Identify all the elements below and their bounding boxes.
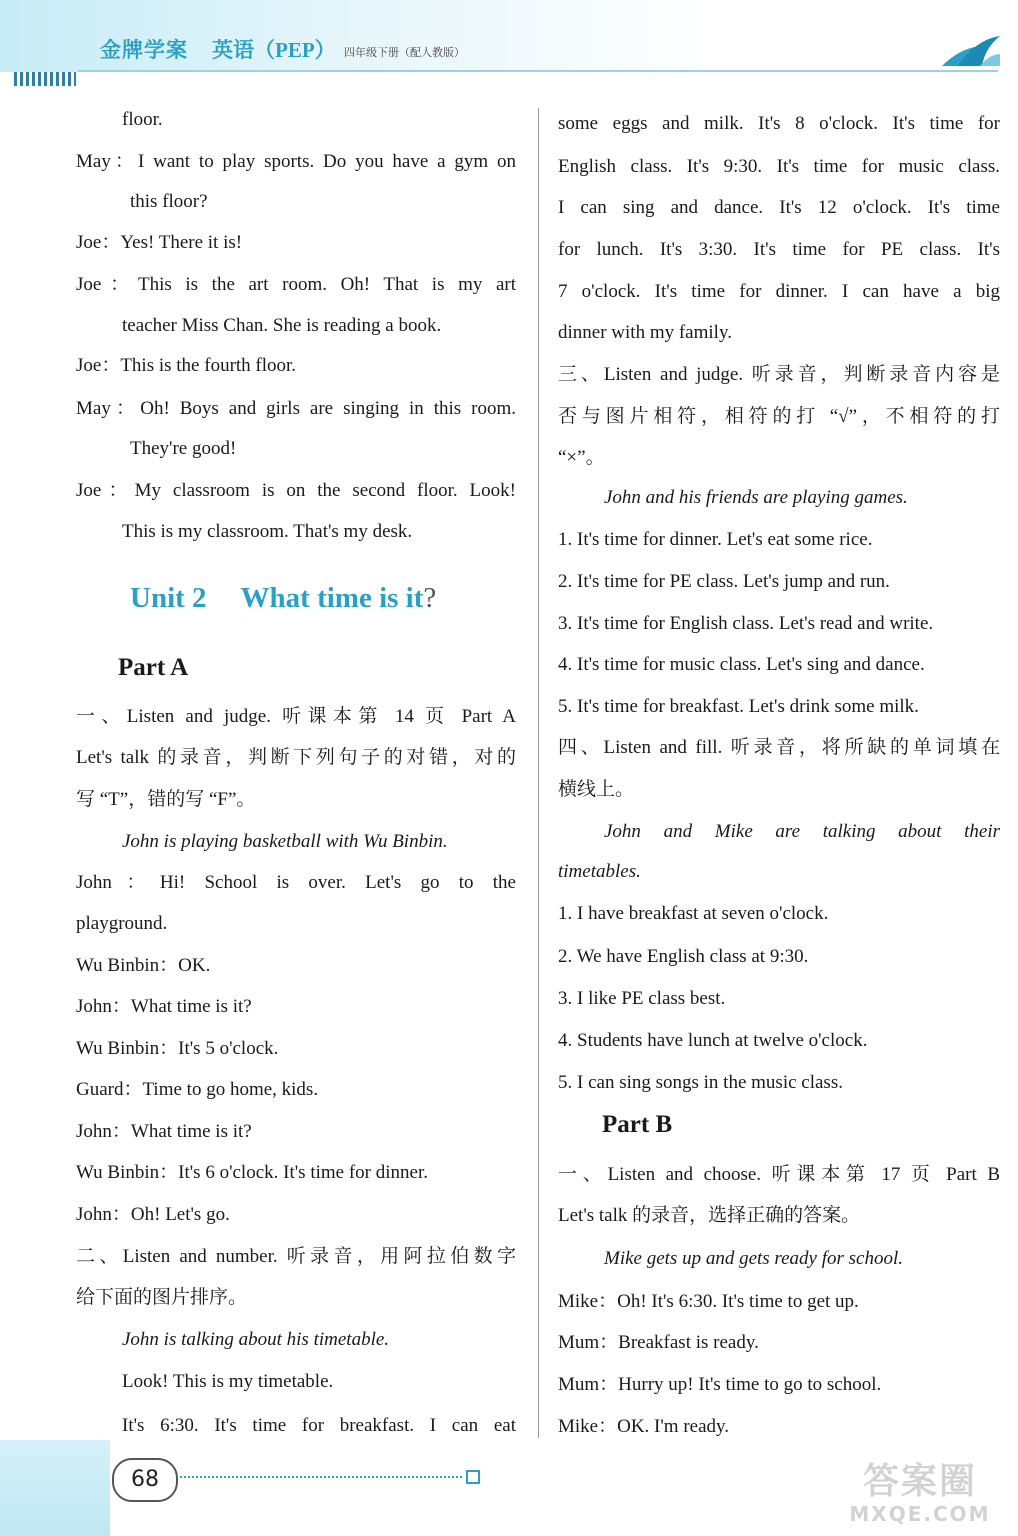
scenario-line: John is talking about his timetable. [122,1329,390,1350]
watermark-logo-text: 答案圈 [862,1461,977,1502]
exercise-instruction: 给下面的图片排序。 [76,1287,248,1308]
exercise-instruction: 四、Listen and fill. 听录音，将所缺的单词填在 [558,737,1000,758]
passage-line: dinner with my family. [558,322,732,343]
part-b-heading: Part B [602,1111,673,1138]
dialogue-line: May：I want to play sports. Do you have a gym on [76,151,516,172]
scenario-line: Mike gets up and gets ready for school. [604,1248,904,1269]
subject-title: 英语（PEP） [212,38,336,62]
exercise-instruction: 横线上。 [558,779,635,800]
unit-question-mark: ? [423,582,437,614]
corner-decoration [0,1440,110,1536]
part-a-heading: Part A [118,654,189,681]
dialogue-line: Wu Binbin：OK. [76,955,211,976]
dialogue-line: Mike：OK. I'm ready. [558,1416,730,1437]
exercise-instruction: Let's talk 的录音，选择正确的答案。 [558,1205,861,1226]
page-number: 68 [112,1458,178,1502]
scenario-line: John and Mike are talking about their [604,821,1000,842]
dialogue-line: Joe：This is the fourth floor. [76,355,297,376]
text-line: floor. [122,109,163,130]
passage-line: some eggs and milk. It's 8 o'clock. It's time for [558,113,1000,134]
watermark-url: MXQE.COM [849,1502,991,1526]
exercise-instruction: 三、Listen and judge. 听录音，判断录音内容是 [558,364,1000,385]
dialogue-line: Mum：Hurry up! It's time to go to school. [558,1374,882,1395]
unit-number: Unit 2 [130,582,207,614]
dialogue-line: John：Oh! Let's go. [76,1204,230,1225]
header-rule [78,70,998,72]
scenario-line: John and his friends are playing games. [604,487,908,508]
page-leader-dots [180,1476,462,1478]
dialogue-line: Guard：Time to go home, kids. [76,1079,319,1100]
dialogue-line: Joe：This is the art room. Oh! That is my art [76,274,516,295]
square-icon [466,1470,480,1484]
book-series-title: 金牌学案 [100,38,188,62]
scenario-line: John is playing basketball with Wu Binbin. [122,831,448,852]
dialogue-line: John：Hi! School is over. Let's go to the [76,872,516,893]
exercise-instruction: 一、Listen and choose. 听课本第 17 页 Part B [558,1164,1000,1185]
numbered-item: 4. It's time for music class. Let's sing and dance. [558,654,925,675]
dialogue-line: teacher Miss Chan. She is reading a book. [122,315,442,336]
exercise-instruction: “×”。 [558,447,605,468]
exercise-instruction: 写 “T”，错的写 “F”。 [76,789,256,810]
numbered-item: 1. It's time for dinner. Let's eat some rice. [558,529,873,550]
numbered-item: 5. It's time for breakfast. Let's drink some milk. [558,696,919,717]
unit-title: What time is it [240,582,424,614]
dialogue-line: This is my classroom. That's my desk. [122,521,413,542]
dialogue-line: playground. [76,913,168,934]
column-divider [538,108,539,1438]
watermark [830,1462,1010,1532]
passage-line: for lunch. It's 3:30. It's time for PE class. It's [558,239,1000,260]
dialogue-line: Wu Binbin：It's 6 o'clock. It's time for dinner. [76,1162,428,1183]
dialogue-line: Mike：Oh! It's 6:30. It's time to get up. [558,1291,859,1312]
numbered-item: 2. We have English class at 9:30. [558,946,809,967]
numbered-item: 5. I can sing songs in the music class. [558,1072,843,1093]
barcode-decoration [14,72,76,86]
numbered-item: 3. I like PE class best. [558,988,726,1009]
dialogue-line: Wu Binbin：It's 5 o'clock. [76,1038,279,1059]
dialogue-line: May：Oh! Boys and girls are singing in this room. [76,398,516,419]
dialogue-line: Mum：Breakfast is ready. [558,1332,759,1353]
numbered-item: 2. It's time for PE class. Let's jump and run. [558,571,890,592]
passage-line: I can sing and dance. It's 12 o'clock. It's time [558,197,1000,218]
unit-heading [130,582,436,615]
numbered-item: 1. I have breakfast at seven o'clock. [558,903,829,924]
passage-line: It's 6:30. It's time for breakfast. I can eat [122,1415,516,1436]
scenario-line: timetables. [558,861,641,882]
grade-label: 四年级下册（配人教版） [344,46,465,59]
dialogue-line: this floor? [130,191,208,212]
dialogue-line: John：What time is it? [76,1121,252,1142]
exercise-instruction: 否与图片相符，相符的打 “√”，不相符的打 [558,406,1000,427]
passage-line: Look! This is my timetable. [122,1371,334,1392]
passage-line: 7 o'clock. It's time for dinner. I can have a big [558,281,1000,302]
exercise-instruction: 二、Listen and number. 听录音，用阿拉伯数字 [76,1246,516,1267]
numbered-item: 4. Students have lunch at twelve o'clock. [558,1030,868,1051]
dialogue-line: John：What time is it? [76,996,252,1017]
dialogue-line: Joe：My classroom is on the second floor. Look! [76,480,516,501]
numbered-item: 3. It's time for English class. Let's read and write. [558,613,934,634]
wave-icon [940,26,1002,72]
passage-line: English class. It's 9:30. It's time for music class. [558,156,1000,177]
dialogue-line: They're good! [130,438,237,459]
exercise-instruction: Let's talk 的录音，判断下列句子的对错，对的 [76,747,516,768]
exercise-instruction: 一、Listen and judge. 听课本第 14 页 Part A [76,706,516,727]
dialogue-line: Joe：Yes! There it is! [76,232,243,253]
